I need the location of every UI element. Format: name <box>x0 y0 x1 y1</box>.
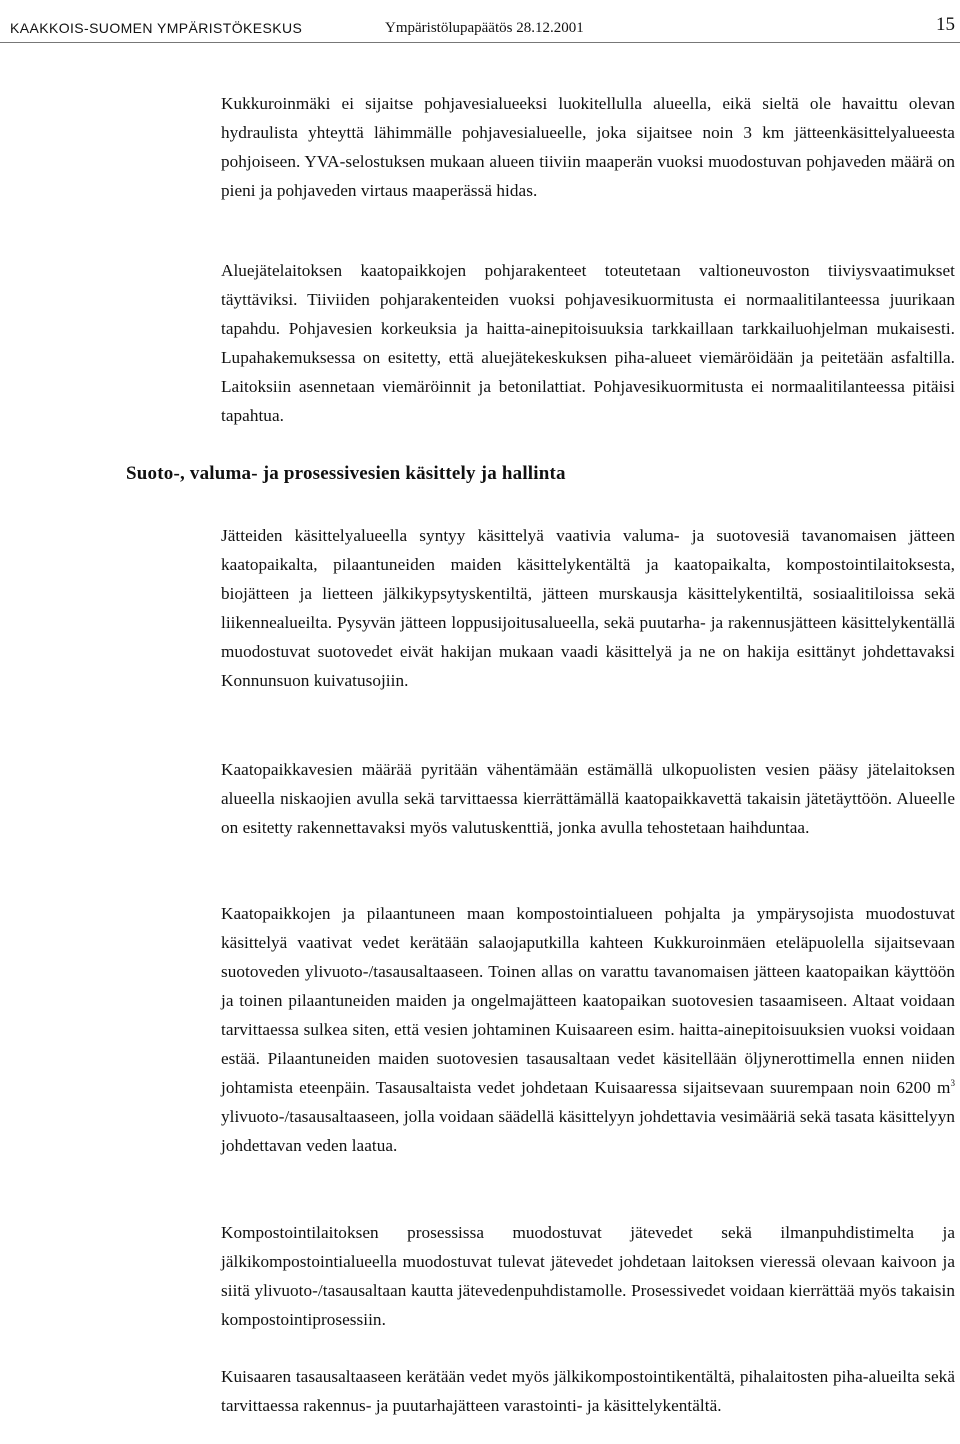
paragraph-leachate-sources: Jätteiden käsittelyalueella syntyy käsittelyä vaativia valuma- ja suotovesiä tavanomaisen jätteen kaatopaikalta, pilaantuneiden maiden käsittelykentältä ja kaatopaikalta, kompostointilaitoksesta, biojätteen ja lietteen jälkikypsytyskentiltä, jätteen murskausja käsittelykentiltä, sosiaalitiloissa sekä liikennealueilta. Pysyvän jätteen loppusijoitusalueella, sekä puutarha- ja rakennusjätteen käsittelykentällä muodostuvat suotovedet eivät hakijan mukaan vaadi käsittelyä ja ne on hakija esittänyt johdettavaksi Konnunsuon kuivatusojiin. <box>221 526 955 690</box>
paragraph-composting-wastewater: Kompostointilaitoksen prosessissa muodostuvat jätevedet sekä ilmanpuhdistimelta ja jälkikompostointialueella muodostuvat tulevat jätevedet johdetaan laitoksen vieressä olevaan kaivoon ja siitä ylivuoto-/tasausaltaan kautta jätevedenpuhdistamolle. Prosessivedet voidaan kierrättää myös takaisin kompostointiprosessiin. <box>221 1223 955 1329</box>
organization-name: KAAKKOIS-SUOMEN YMPÄRISTÖKESKUS <box>10 20 303 36</box>
paragraph-base-structures: Aluejätelaitoksen kaatopaikkojen pohjarakenteet toteutetaan valtioneuvoston tiiviysvaatimukset täyttäviksi. Tiiviiden pohjarakenteiden vuoksi pohjavesikuormitusta ei normaalitilanteessa juurikaan tapahdu. Pohjavesien korkeuksia ja haitta-ainepitoisuuksia tarkkaillaan tarkkailuohjelman mukaisesti. Lupahakemuksessa on esitetty, että aluejätekeskuksen piha-alueet viemäröidään ja peitetään asfaltilla. Laitoksiin asennetaan viemäröinnit ja betonilattiat. Pohjavesikuormitusta ei normaalitilanteessa pitäisi tapahtua. <box>221 261 955 425</box>
page-header <box>10 14 955 38</box>
paragraph-equalization-basins-text-end: ylivuoto-/tasausaltaaseen, jolla voidaan säädellä käsittelyyn johdettavia vesimääriä sekä tasata käsittelyyn johdettavan veden laatua. <box>221 1107 955 1155</box>
cubic-superscript: 3 <box>950 1078 955 1088</box>
paragraph-equalization-basins-text: Kaatopaikkojen ja pilaantuneen maan kompostointialueen pohjalta ja ympärysojista muodostuvat käsittelyä vaativat vedet kerätään salaojaputkilla kahteen Kukkuroinmäen eteläpuolella sijaitsevaan suotoveden ylivuoto-/tasausaltaaseen. Toinen allas on varattu tavanomaisen jätteen kaatopaikan käyttöön ja toinen pilaantuneiden maiden ja ongelmajätteen kaatopaikan suotovesien tasaamiseen. Altaat voidaan tarvittaessa sulkea siten, että vesien johtaminen Kuisaareen esim. haitta-ainepitoisuuksien vuoksi voidaan estää. Pilaantuneiden maiden suotovesien tasausaltaan vedet käsitellään öljynerottimella ennen niiden johtamista eteenpäin. Tasausaltaista vedet johdetaan Kuisaaressa sijaitsevaan suurempaan noin 6200 m <box>221 904 955 1097</box>
decision-reference: Ympäristölupapäätös 28.12.2001 <box>385 20 584 36</box>
paragraph-kuisaari-basin: Kuisaaren tasausaltaaseen kerätään vedet myös jälkikompostointikentältä, pihalaitosten piha-alueilta sekä tarvittaessa rakennus- ja puutarhajätteen varastointi- ja käsittelykentältä. <box>221 1367 955 1415</box>
page-number: 15 <box>936 14 955 35</box>
paragraph-equalization-basins <box>221 899 955 1160</box>
paragraph-groundwater-location: Kukkuroinmäki ei sijaitse pohjavesialueeksi luokitellulla alueella, eikä sieltä ole havaittu olevan hydraulista yhteyttä lähimmälle pohjavesialueelle, joka sijaitsee noin 3 km jätteenkäsittelyalueesta pohjoiseen. YVA-selostuksen mukaan alueen tiiviin maaperän vuoksi muodostuvan pohjaveden määrä on pieni ja pohjaveden virtaus maaperässä hidas. <box>221 94 955 200</box>
paragraph-landfill-water-reduction: Kaatopaikkavesien määrää pyritään vähentämään estämällä ulkopuolisten vesien pääsy jätelaitoksen alueella niskaojien avulla sekä tarvittaessa kierrättämällä kaatopaikkavettä takaisin jätetäyttöön. Alueelle on esitetty rakennettavaksi myös valutuskenttiä, jonka avulla tehostetaan haihduntaa. <box>221 760 955 837</box>
section-heading: Suoto-, valuma- ja prosessivesien käsittely ja hallinta <box>126 463 566 484</box>
header-divider <box>0 42 960 43</box>
